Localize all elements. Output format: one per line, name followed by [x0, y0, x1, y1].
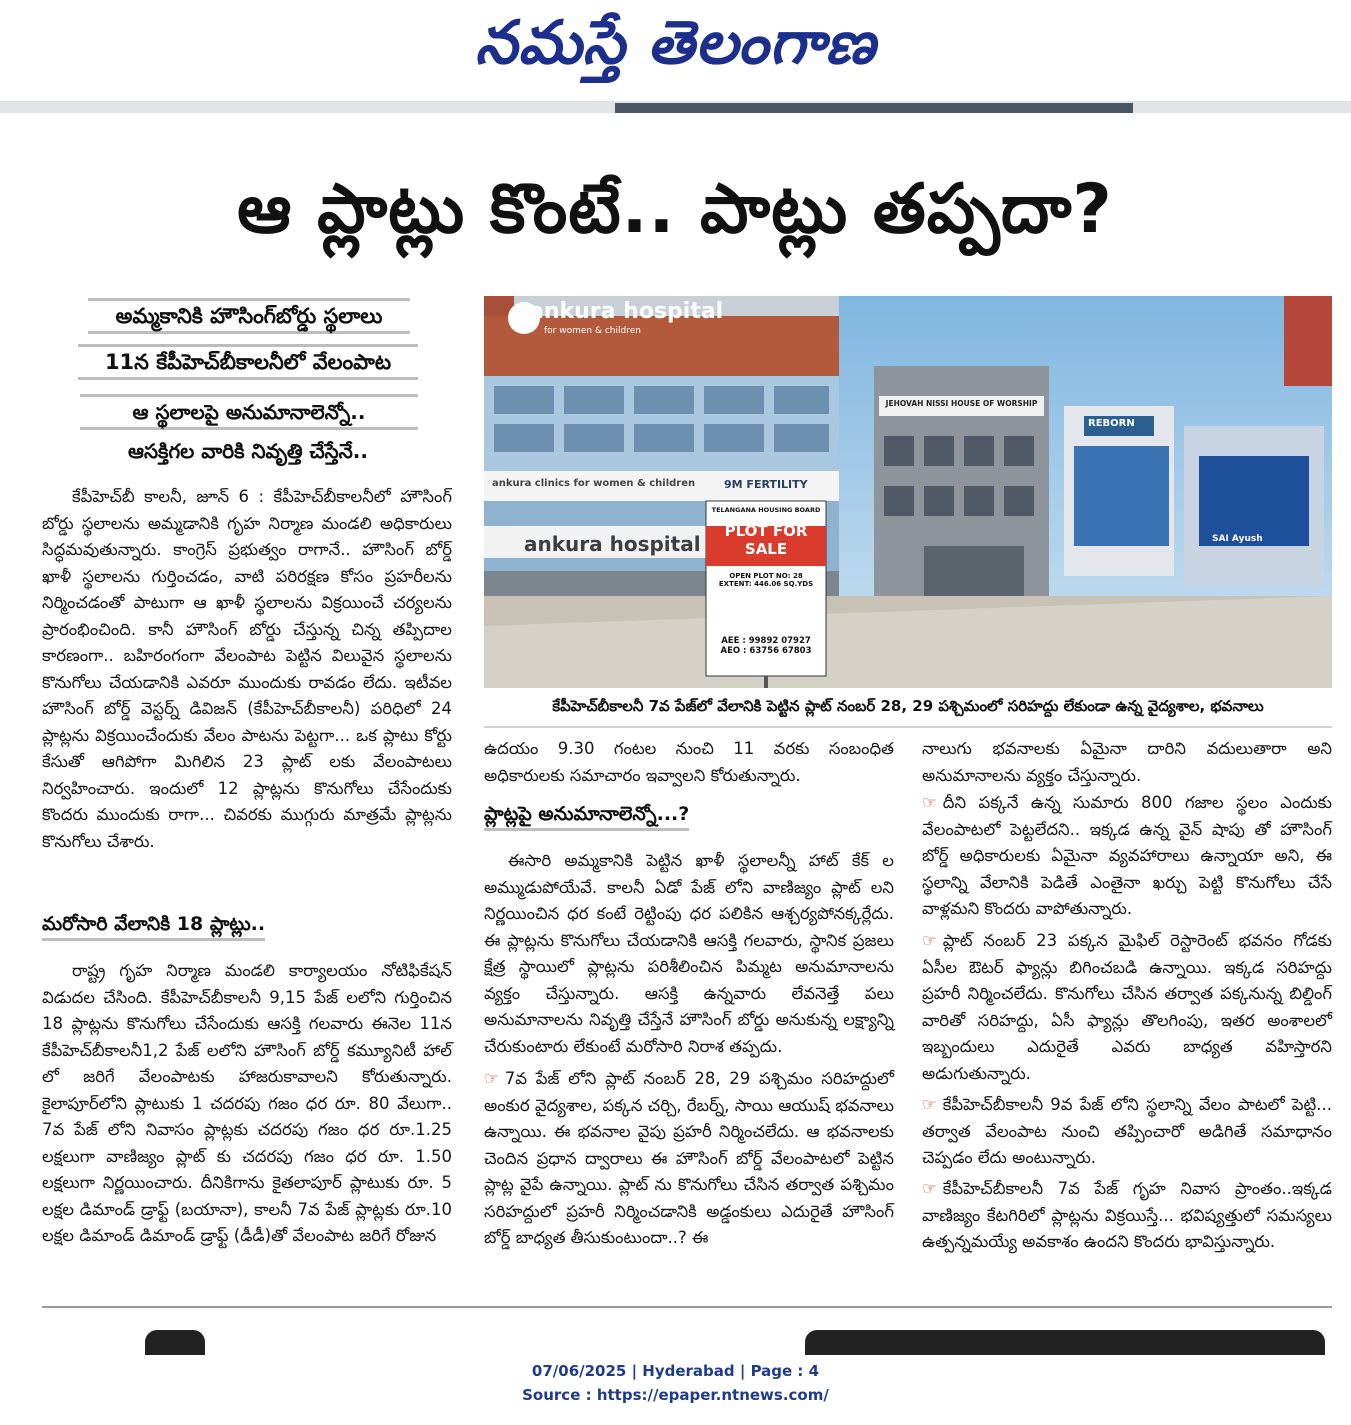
- next-headline-fragment-left: [145, 1330, 205, 1355]
- sign-church: JEHOVAH NISSI HOUSE OF WORSHIP: [885, 399, 1038, 408]
- board-aeo: AEO : 63756 67803: [720, 646, 812, 656]
- sign-hospital: ankura hospital: [529, 299, 724, 324]
- subhead-2: 11న కేపీహెచ్‌బీకాలనీలో వేలంపాట: [78, 344, 418, 380]
- pointing-hand-icon: ☞: [922, 793, 937, 812]
- col2-bullet-1: [484, 1066, 894, 1252]
- pointing-hand-icon: ☞: [922, 1095, 937, 1114]
- sign-hospital-sub: for women & children: [544, 326, 641, 336]
- footer-dateline: 07/06/2025 | Hyderabad | Page : 4: [531, 1362, 820, 1380]
- subhead-1: అమ్మకానికి హౌసింగ్‌బోర్డు స్థలాలు: [88, 298, 410, 334]
- footer-source: Source : https://epaper.ntnews.com/: [522, 1386, 829, 1404]
- col3-lead: నాలుగు భవనాలకు ఏమైనా దారిని వదులుతారా అని అనుమానాలను వ్యక్తం చేస్తున్నారు.: [922, 739, 1332, 785]
- news-photo: [484, 296, 1332, 688]
- col3-bullet-3-text: కేపీహెచ్‌బీకాలనీ 9వ పేజ్ లోని స్థలాన్ని వేలం పాటలో పెట్టి... తర్వాత వేలంపాట నుంచి తప్పించారో అడిగితే సమాధానం చెప్పడం లేదు అంటున్నారు.: [922, 1095, 1332, 1167]
- next-headline-fragment-right: [805, 1330, 1325, 1355]
- col1-body: రాష్ట్ర గృహ నిర్మాణ మండలి కార్యాలయం నోటిఫికేషన్ విడుదల చేసింది. కేపీహెచ్‌బీకాలనీ 9,15 పేజ్ లలోని గుర్తించిన 18 ప్లాట్లను కొనుగోలు చేసేందుకు ఆసక్తి గలవారు ఈనెల 11న కేపీహెచ్‌బీకాలనీ1,2 పేజ్ లలోని హౌసింగ్ బోర్డ్ కమ్యూనిటీ హాల్ లో జరిగే వేలంపాటకు హాజరుకావాలని కోరుతున్నారు. కైలాపూర్‌లోని ప్లాటుకు 1 చదరపు గజం ధర రూ. 80 వేలుగా.. 7వ పేజ్ లోని నివాసం ప్లాట్లకు చదరపు గజం ధర రూ.1.25 లక్షలుగా వాణిజ్యం ప్లాట్ కు చదరపు గజం ధర రూ. 1.50 లక్షలుగా నిర్ణయించారు. దీనికిగాను కైతలాపూర్ ప్లాటుకు రూ. 5 లక్షల డిమాండ్ డ్రాఫ్ట్ (బయానా), కాలనీ 7వ పేజ్ ప్లాట్లకు రూ.10 లక్షల డిమాండ్ డిమాండ్ డ్రాఫ్ట్ (డీడీ)తో వేలంపాట జరిగే రోజున: [42, 961, 452, 1245]
- subhead-3: ఆ స్థలాలపై అనుమానాలెన్నో..: [80, 394, 418, 430]
- sign-clinics: ankura clinics for women & children: [492, 478, 696, 489]
- board-title: PLOT FOR SALE: [724, 522, 808, 558]
- col2-section-head: ప్లాట్లపై అనుమానాలెన్నో...?: [484, 800, 689, 831]
- sign-sai-ayush: SAI Ayush: [1212, 534, 1263, 544]
- photo-caption: కేపీహెచ్‌బీకాలనీ 7వ పేజ్‌లో వేలానికి పెట్టిన ప్లాట్ నంబర్ 28, 29 పశ్చిమంలో సరిహద్దు లేకుండా ఉన్న వైద్యశాల, భవనాలు: [484, 690, 1332, 728]
- sign-hospital-2: ankura hospital: [524, 532, 701, 556]
- board-aee: AEE : 99892 07927: [721, 636, 811, 646]
- col3-bullet-4: [922, 1176, 1332, 1256]
- masthead-accent-rule: [615, 103, 1133, 113]
- photo-illustration: [484, 296, 1332, 688]
- masthead: [0, 0, 1351, 100]
- col3-bullet-4-text: కేపీహెచ్‌బీకాలనీ 7వ పేజ్ గృహ నివాస ప్రాంతం..ఇక్కడ వాణిజ్యం కేటగిరిలో ప్లాట్లను విక్రయిస్తే... భవిష్యత్తులో సమస్యలు ఉత్పన్నమయ్యే అవకాశం ఉందని కొందరు భావిస్తున్నారు.: [922, 1179, 1332, 1251]
- col1-intro: కేపీహెచ్‌బీ కాలనీ, జూన్ 6 : కేపీహెచ్‌బీకాలనీలో హౌసింగ్ బోర్డు స్థలాలను అమ్మడానికి గృహ నిర్మాణ మండలి అధికారులు సిద్ధమవుతున్నారు. కాంగ్రెస్ ప్రభుత్వం రాగానే.. హౌసింగ్ బోర్డ్ ఖాళీ స్థలాలను గుర్తించడం, వాటి పరిరక్షణ కోసం ప్రహరీలను నిర్మించడంతో పాటుగా ఆ ఖాళీ స్థలాలను విక్రయించే చర్యలను ప్రారంభించింది. కానీ హౌసింగ్ బోర్డు చేస్తున్న చిన్న తప్పిదాల కారణంగా.. బహిరంగంగా వేలంపాట పెట్టిన విలువైన స్థలాలను కొనుగోలు చేయడానికి ఎవరూ ముందుకు రావడం లేదు. ఇటీవల హౌసింగ్ బోర్డ్ వెస్టర్న్ డివిజన్ (కేపీహెచ్‌బీకాలనీ) పరిధిలో 24 ప్లాట్లను విక్రయించేందుకు వేలం పాటను పెట్టగా... ఒక ప్లాటు కోర్టు కేసుతో ఆగిపోగా మిగిలిన 23 ప్లాట్ లకు వేలంపాటలు నిర్వహించారు. ఇందులో 12 ప్లాట్లను కొనుగోలు చేసేందుకు కొందరు ముందుకు రాగా... చివరకు ముగ్గురు మాత్రమే ప్లాట్లను కొనుగోలు చేశారు.: [42, 487, 452, 851]
- col2-lead: ఉదయం 9.30 గంటల నుంచి 11 వరకు సంబంధిత అధికారులకు సమాచారం ఇవ్వాలని కోరుతున్నారు.: [484, 739, 894, 785]
- pointing-hand-icon: ☞: [484, 1069, 499, 1088]
- pointing-hand-icon: ☞: [922, 931, 937, 950]
- pointing-hand-icon: ☞: [922, 1179, 937, 1198]
- plot-sale-board: [706, 502, 826, 656]
- col3-bullet-1: [922, 790, 1332, 923]
- subhead-4: ఆసక్తిగల వారికి నివృత్తి చేస్తేనే..: [128, 439, 368, 463]
- col3-bullet-3: [922, 1092, 1332, 1172]
- board-plot: OPEN PLOT NO: 28: [729, 572, 803, 580]
- col2-body: ఈసారి అమ్మకానికి పెట్టిన ఖాళీ స్థలాలన్నీ హాట్ కేక్ ల అమ్ముడుపోయేవే. కాలనీ ఏడో పేజ్ లోని వాణిజ్యం ప్లాట్ లని నిర్ణయించిన ధర కంటే రెట్టింపు ధర పలికిన ఆశ్చర్యపోనక్కర్లేదు. ఈ ప్లాట్లను కొనుగోలు చేయడానికి ఆసక్తి గలవారు, స్థానిక ప్రజలు క్షేత్ర స్థాయిలో ప్లాట్లను పరిశీలించిన పిమ్మట అనుమానాలను వ్యక్తం చేస్తున్నారు. ఆసక్తి ఉన్నవారు లేవనెత్తే పలు అనుమానాలను నివృత్తి చేస్తేనే హౌసింగ్ బోర్డు అనుకున్న లక్ష్యాన్ని చేరుకుంటారు లేకుంటే మరోసారి నిరాశ తప్పదు.: [484, 851, 894, 1056]
- col3-bullet-1-text: దీని పక్కనే ఉన్న సుమారు 800 గజాల స్థలం ఎందుకు వేలంపాటలో పెట్టలేదని.. ఇక్కడ ఉన్న వైన్ షాపు తో హౌసింగ్ బోర్డ్ అధికారులకు ఏమైనా వ్యవహారాలు ఉన్నాయా అని, ఈ స్థలాన్ని వేలానికి పెడితే ఎంతైనా ఖర్చు పెట్టి కొనుగోలు చేసే వాళ్లమని కొందరు వాపోతున్నారు.: [922, 793, 1332, 918]
- board-extent: EXTENT: 446.06 SQ.YDS: [718, 580, 814, 588]
- bottom-rule: [42, 1306, 1332, 1308]
- sign-fertility: 9M FERTILITY: [724, 478, 808, 491]
- headline: ఆ ప్లాట్లు కొంటే.. పాట్లు తప్పదా?: [237, 170, 1113, 249]
- col3-bullet-2: [922, 928, 1332, 1087]
- board-org: TELANGANA HOUSING BOARD: [711, 506, 821, 514]
- col1-section-head: మరోసారి వేలానికి 18 ప్లాట్లు..: [42, 910, 265, 941]
- col2-bullet-1-text: 7వ పేజ్ లోని ప్లాట్ నంబర్ 28, 29 పశ్చిమం సరిహద్దులో అంకుర వైద్యశాల, పక్కన చర్చి, రేబర్న్, సాయి ఆయుష్ భవనాలు ఉన్నాయి. ఈ భవనాల వైపు ప్రహరీ నిర్మించలేదు. ఆ భవనాలకు చెందిన ప్రధాన ద్వారాలు ఈ హౌసింగ్ బోర్డ్ వేలంపాటలో పెట్టిన ప్లాట్ల వైపే ఉన్నాయి. ప్లాట్ ను కొనుగోలు చేసిన తర్వాత పశ్చిమం సరిహద్దులో ప్రహరీ నిర్మించడానికి అడ్డంకులు ఎదురైతే హౌసింగ్ బోర్డ్ బాధ్యత తీసుకుంటుందా..? ఈ: [484, 1069, 894, 1247]
- col3-bullet-2-text: ప్లాట్ నంబర్ 23 పక్కన మైఫిల్ రెస్టారెంట్ భవనం గోడకు ఏసీల ఔటర్ ఫ్యాన్లు బిగించబడి ఉన్నాయి. ఇక్కడ సరిహద్దు ప్రహరీ నిర్మించలేదు. కొనుగోలు చేసిన తర్వాత పక్కనున్న బిల్డింగ్ వారితో సరిహద్దు, ఏసీ ఫ్యాన్లు తొలగింపు, ఇతర అంశాలలో ఇబ్బందులు ఎదురైతే ఎవరు బాధ్యత వహిస్తారని అడుగుతున్నారు.: [922, 931, 1332, 1083]
- newspaper-logo: నమస్తే తెలంగాణ: [474, 8, 877, 78]
- sign-reborn: REBORN: [1088, 418, 1135, 429]
